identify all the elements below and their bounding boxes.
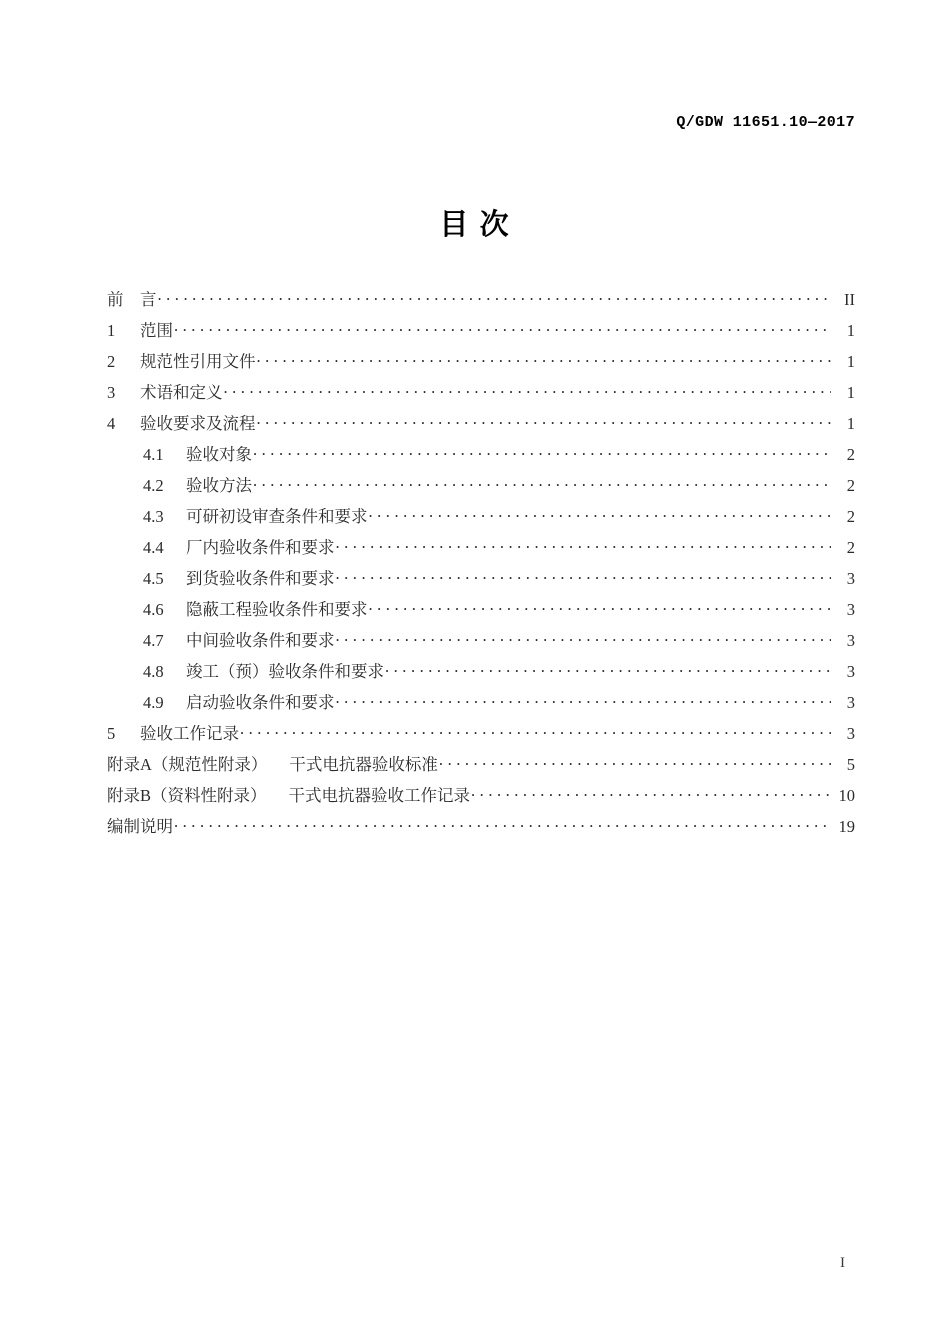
toc-entry-number: 5 — [107, 724, 116, 743]
toc-entry-page-number: 1 — [846, 321, 855, 340]
toc-entry-label: 竣工（预）验收条件和要求 — [186, 662, 384, 681]
toc-entry-label: 可研初设审查条件和要求 — [186, 507, 368, 526]
toc-dot-leader — [385, 661, 831, 678]
toc-entry-label: 到货验收条件和要求 — [186, 569, 335, 588]
toc-entry-label: 验收工作记录 — [140, 724, 239, 743]
toc-dot-leader — [224, 382, 832, 399]
toc-entry-page-number: 2 — [846, 476, 855, 495]
toc-entry-page-number: 3 — [846, 662, 855, 681]
toc-entry-number: 4.4 — [143, 538, 164, 557]
toc-entry[interactable] — [107, 503, 855, 534]
toc-entry-number: 4.1 — [143, 445, 164, 464]
toc-dot-leader — [257, 413, 832, 430]
toc-entry-label: 干式电抗器验收工作记录 — [288, 786, 471, 805]
toc-entry-page-number: 1 — [846, 352, 855, 371]
toc-entry[interactable] — [107, 379, 855, 410]
toc-entry-label: 规范性引用文件 — [140, 352, 256, 371]
toc-entry-label: 编制说明 — [107, 817, 173, 836]
toc-dot-leader — [471, 785, 831, 802]
toc-dot-leader — [253, 475, 831, 492]
toc-entry-label: 范围 — [140, 321, 173, 340]
toc-entry-page-number: 3 — [846, 631, 855, 650]
toc-entry[interactable] — [107, 596, 855, 627]
toc-entry-label: 厂内验收条件和要求 — [186, 538, 335, 557]
toc-entry-number: 2 — [107, 352, 116, 371]
toc-entry-page-number: 5 — [846, 755, 855, 774]
toc-dot-leader — [253, 444, 831, 461]
toc-entry[interactable] — [107, 317, 855, 348]
toc-entry[interactable] — [107, 441, 855, 472]
toc-entry-number: 4.9 — [143, 693, 164, 712]
toc-entry-label: 言 — [140, 290, 157, 309]
toc-entry-number: 附录B（资料性附录） — [107, 786, 267, 805]
toc-entry-number: 4.5 — [143, 569, 164, 588]
toc-dot-leader — [174, 320, 831, 337]
toc-entry[interactable] — [107, 782, 855, 813]
toc-entry[interactable] — [107, 286, 855, 317]
toc-dot-leader — [369, 506, 832, 523]
toc-entry-page-number: 10 — [838, 786, 855, 805]
toc-entry[interactable] — [107, 658, 855, 689]
toc-entry-page-number: 3 — [846, 569, 855, 588]
toc-entry[interactable] — [107, 689, 855, 720]
toc-entry[interactable] — [107, 348, 855, 379]
toc-entry-number: 4 — [107, 414, 116, 433]
toc-entry-page-number: 19 — [838, 817, 855, 836]
toc-dot-leader — [174, 816, 831, 833]
toc-entry-page-number: 2 — [846, 445, 855, 464]
toc-dot-leader — [240, 723, 831, 740]
toc-entry-label: 干式电抗器验收标准 — [289, 755, 438, 774]
toc-entry[interactable] — [107, 720, 855, 751]
toc-entry-number: 前 — [107, 290, 124, 309]
table-of-contents — [107, 286, 855, 844]
toc-entry[interactable] — [107, 534, 855, 565]
toc-entry[interactable] — [107, 751, 855, 782]
toc-entry-page-number: 3 — [846, 724, 855, 743]
toc-entry-page-number: II — [844, 290, 855, 309]
toc-entry[interactable] — [107, 813, 855, 844]
toc-entry-number: 3 — [107, 383, 116, 402]
toc-entry-number: 4.7 — [143, 631, 164, 650]
toc-entry[interactable] — [107, 627, 855, 658]
standard-code-header: Q/GDW 11651.10—2017 — [676, 114, 855, 131]
toc-entry-label: 启动验收条件和要求 — [186, 693, 335, 712]
toc-entry-page-number: 1 — [846, 414, 855, 433]
toc-entry-page-number: 1 — [846, 383, 855, 402]
toc-dot-leader — [336, 692, 832, 709]
toc-entry-label: 验收要求及流程 — [140, 414, 256, 433]
toc-entry-label: 验收方法 — [186, 476, 252, 495]
toc-entry-number: 4.2 — [143, 476, 164, 495]
toc-entry-number: 1 — [107, 321, 116, 340]
page-number-footer: I — [840, 1255, 845, 1271]
toc-dot-leader — [158, 289, 832, 306]
page-title: 目 次 — [439, 209, 511, 241]
toc-entry-number: 4.6 — [143, 600, 164, 619]
toc-dot-leader — [336, 568, 832, 585]
toc-dot-leader — [257, 351, 832, 368]
toc-entry-number: 4.3 — [143, 507, 164, 526]
toc-entry[interactable] — [107, 565, 855, 596]
toc-entry-page-number: 3 — [846, 693, 855, 712]
toc-entry-page-number: 2 — [846, 538, 855, 557]
toc-entry-label: 验收对象 — [186, 445, 252, 464]
toc-dot-leader — [336, 630, 832, 647]
toc-entry[interactable] — [107, 410, 855, 441]
toc-dot-leader — [439, 754, 831, 771]
toc-entry-number: 附录A（规范性附录） — [107, 755, 268, 774]
toc-dot-leader — [369, 599, 832, 616]
toc-entry[interactable] — [107, 472, 855, 503]
toc-entry-number: 4.8 — [143, 662, 164, 681]
toc-dot-leader — [336, 537, 832, 554]
toc-entry-label: 中间验收条件和要求 — [186, 631, 335, 650]
toc-entry-label: 隐蔽工程验收条件和要求 — [186, 600, 368, 619]
toc-entry-page-number: 3 — [846, 600, 855, 619]
toc-entry-page-number: 2 — [846, 507, 855, 526]
toc-entry-label: 术语和定义 — [140, 383, 223, 402]
